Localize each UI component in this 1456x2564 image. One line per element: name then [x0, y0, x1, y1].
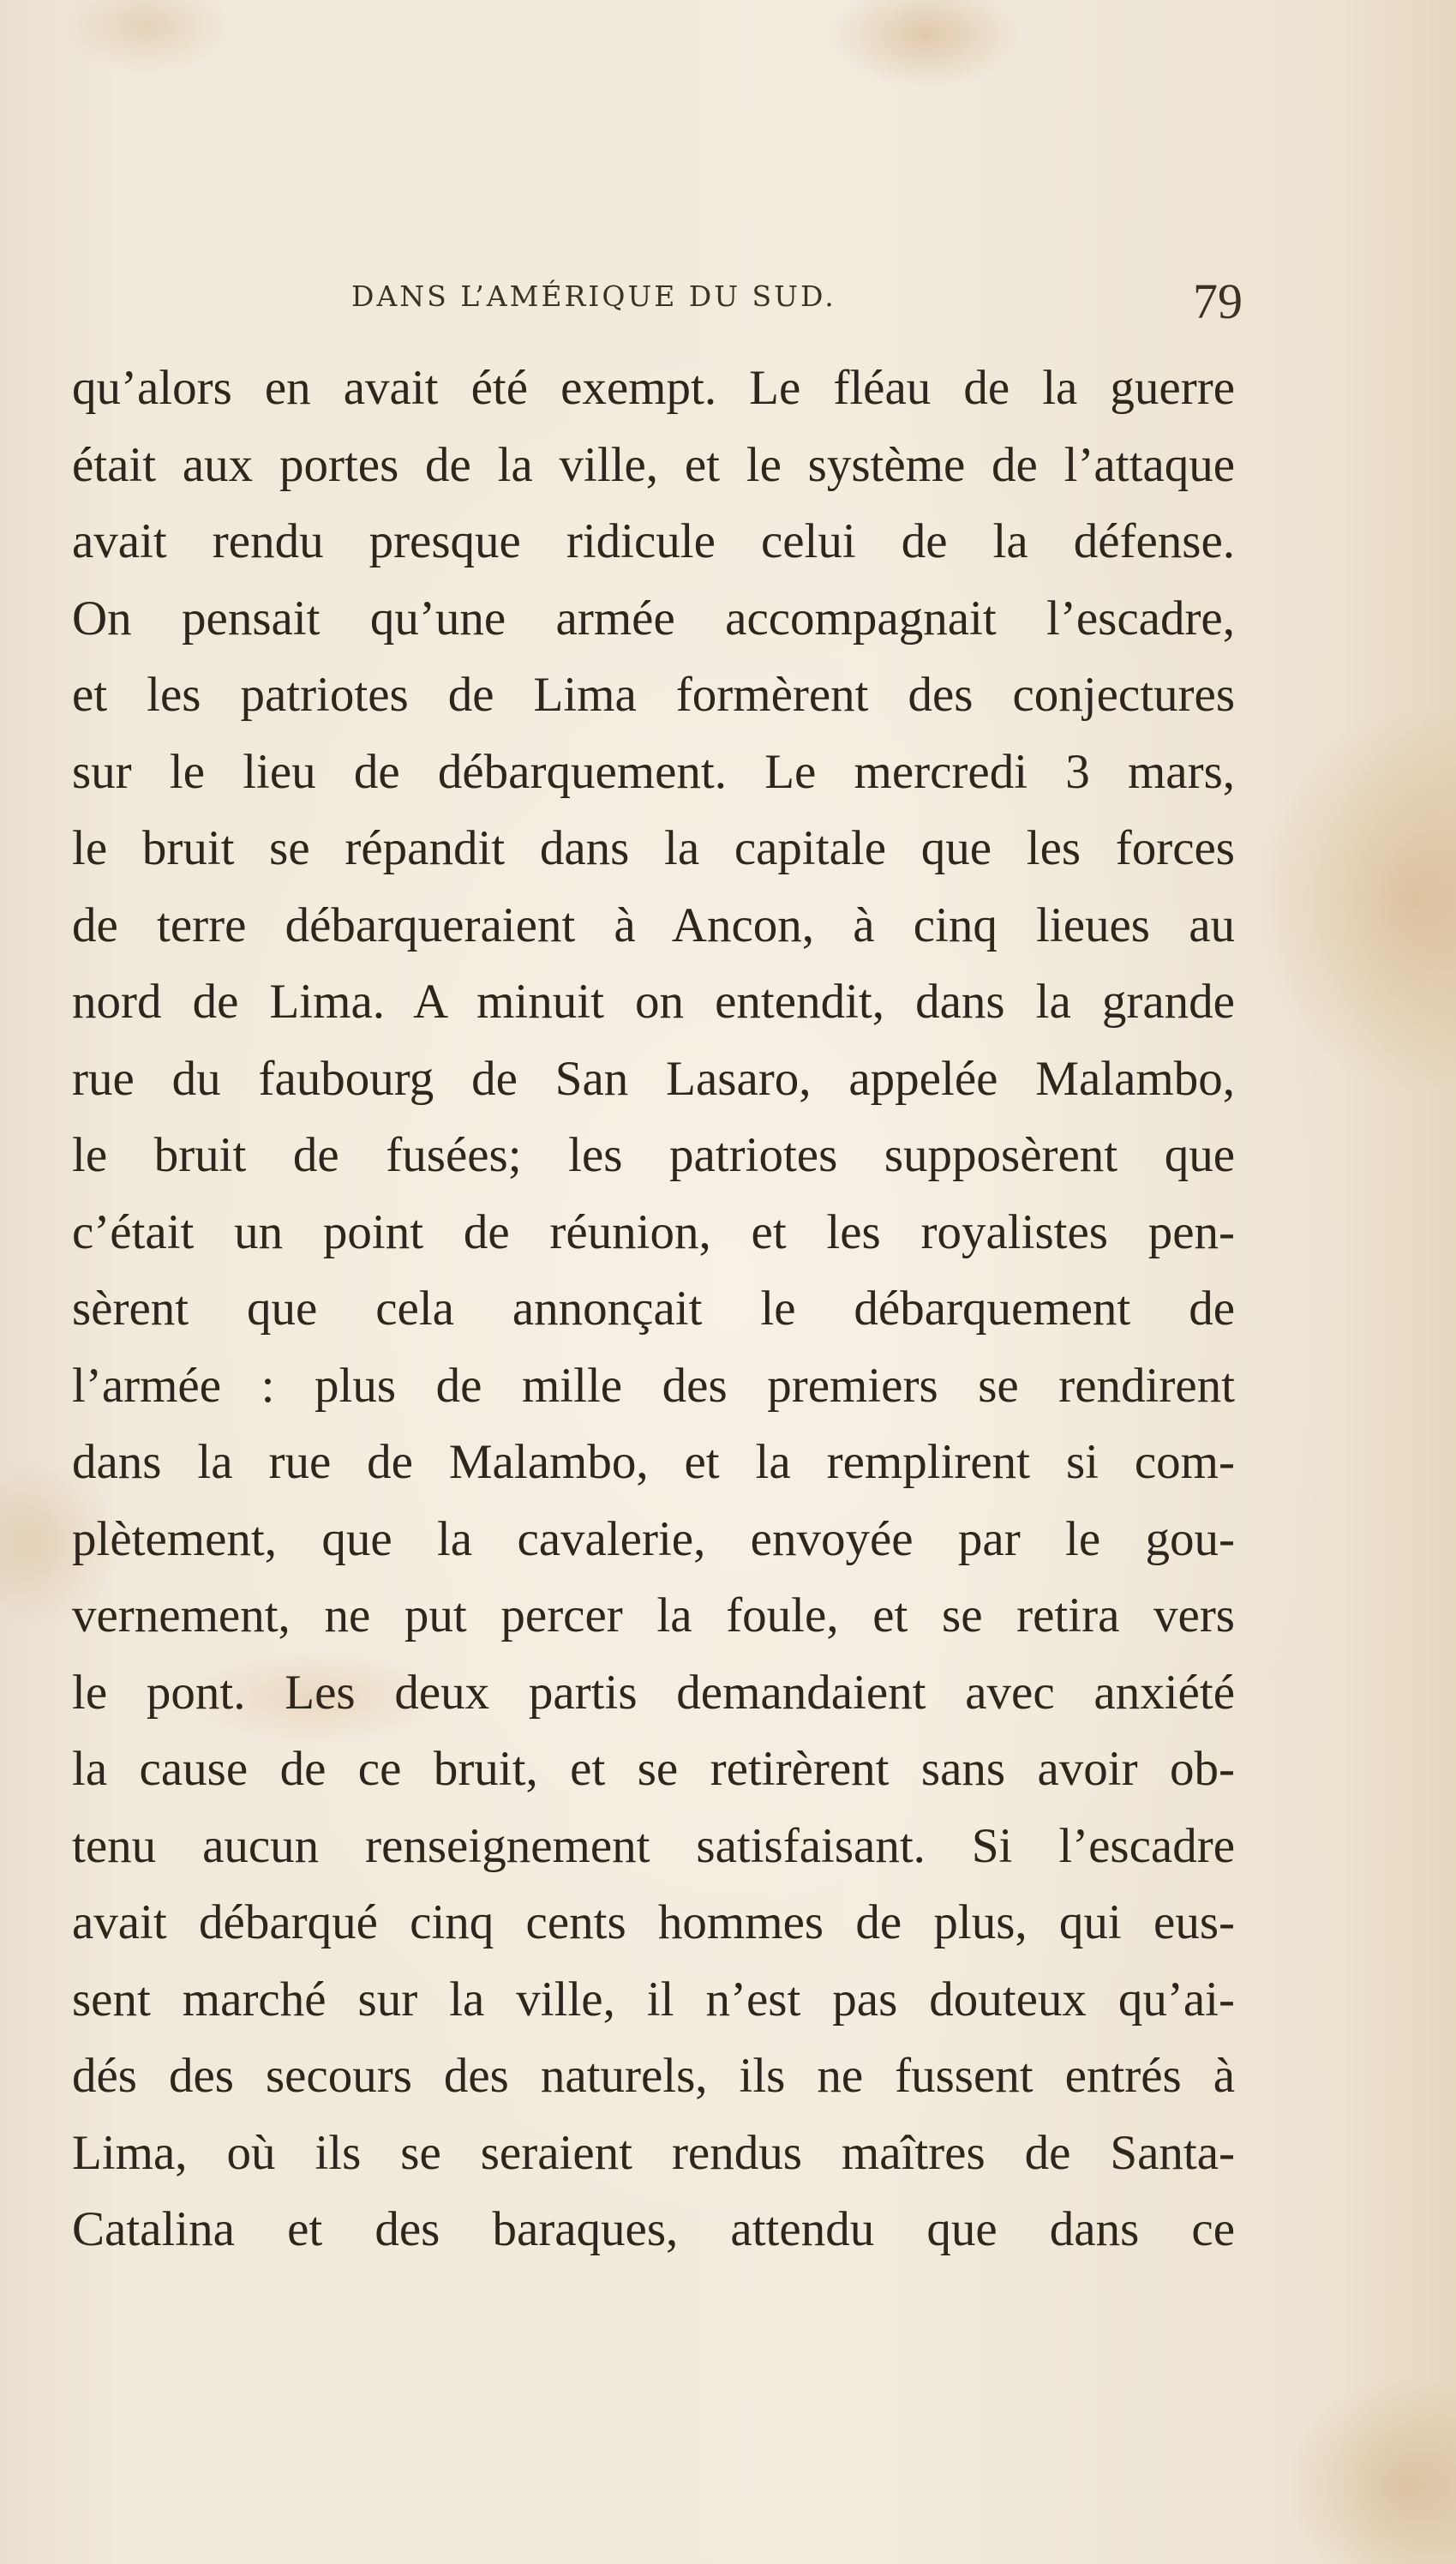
text-line: le bruit se répandit dans la capitale que les forces: [72, 821, 1235, 875]
page-number: 79: [1193, 273, 1243, 329]
text-line: était aux portes de la ville, et le système de l’attaque: [72, 437, 1235, 492]
body-text: [72, 350, 1235, 2268]
text-line: tenu aucun renseignement satisfaisant. Si l’escadre: [72, 1818, 1235, 1873]
text-line: vernement, ne put percer la foule, et se retira vers: [72, 1588, 1235, 1642]
text-line: sur le lieu de débarquement. Le mercredi 3 mars,: [72, 744, 1235, 799]
text-line: sèrent que cela annonçait le débarquement de: [72, 1282, 1235, 1336]
text-line: Lima, où ils se seraient rendus maîtres de Santa-: [72, 2125, 1235, 2180]
text-line: et les patriotes de Lima formèrent des conjectures: [72, 668, 1235, 722]
text-line: la cause de ce bruit, et se retirèrent sans avoir ob-: [72, 1742, 1235, 1796]
text-line: nord de Lima. A minuit on entendit, dans la grande: [72, 975, 1235, 1029]
text-line: On pensait qu’une armée accompagnait l’escadre,: [72, 591, 1235, 646]
text-line: avait rendu presque ridicule celui de la défense.: [72, 514, 1235, 568]
text-line: dés des secours des naturels, ils ne fussent entrés à: [72, 2049, 1235, 2103]
text-line: l’armée : plus de mille des premiers se rendirent: [72, 1358, 1235, 1413]
text-line: Catalina et des baraques, attendu que dans ce: [72, 2202, 1235, 2256]
text-line: rue du faubourg de San Lasaro, appelée Malambo,: [72, 1051, 1235, 1106]
running-title: DANS L’AMÉRIQUE DU SUD.: [351, 279, 836, 313]
text-line: dans la rue de Malambo, et la remplirent si com-: [72, 1435, 1235, 1489]
page-header: [351, 273, 1243, 341]
text-line: sent marché sur la ville, il n’est pas douteux qu’ai-: [72, 1972, 1235, 2027]
text-line: plètement, que la cavalerie, envoyée par le gou-: [72, 1511, 1235, 1566]
text-line: le bruit de fusées; les patriotes supposèrent que: [72, 1128, 1235, 1182]
text-line: c’était un point de réunion, et les royalistes pen-: [72, 1204, 1235, 1259]
text-line: qu’alors en avait été exempt. Le fléau de la guerre: [72, 361, 1235, 415]
text-line: de terre débarqueraient à Ancon, à cinq lieues au: [72, 898, 1235, 952]
text-line: avait débarqué cinq cents hommes de plus, qui eus-: [72, 1895, 1235, 1949]
text-line: le pont. Les deux partis demandaient avec anxiété: [72, 1665, 1235, 1720]
